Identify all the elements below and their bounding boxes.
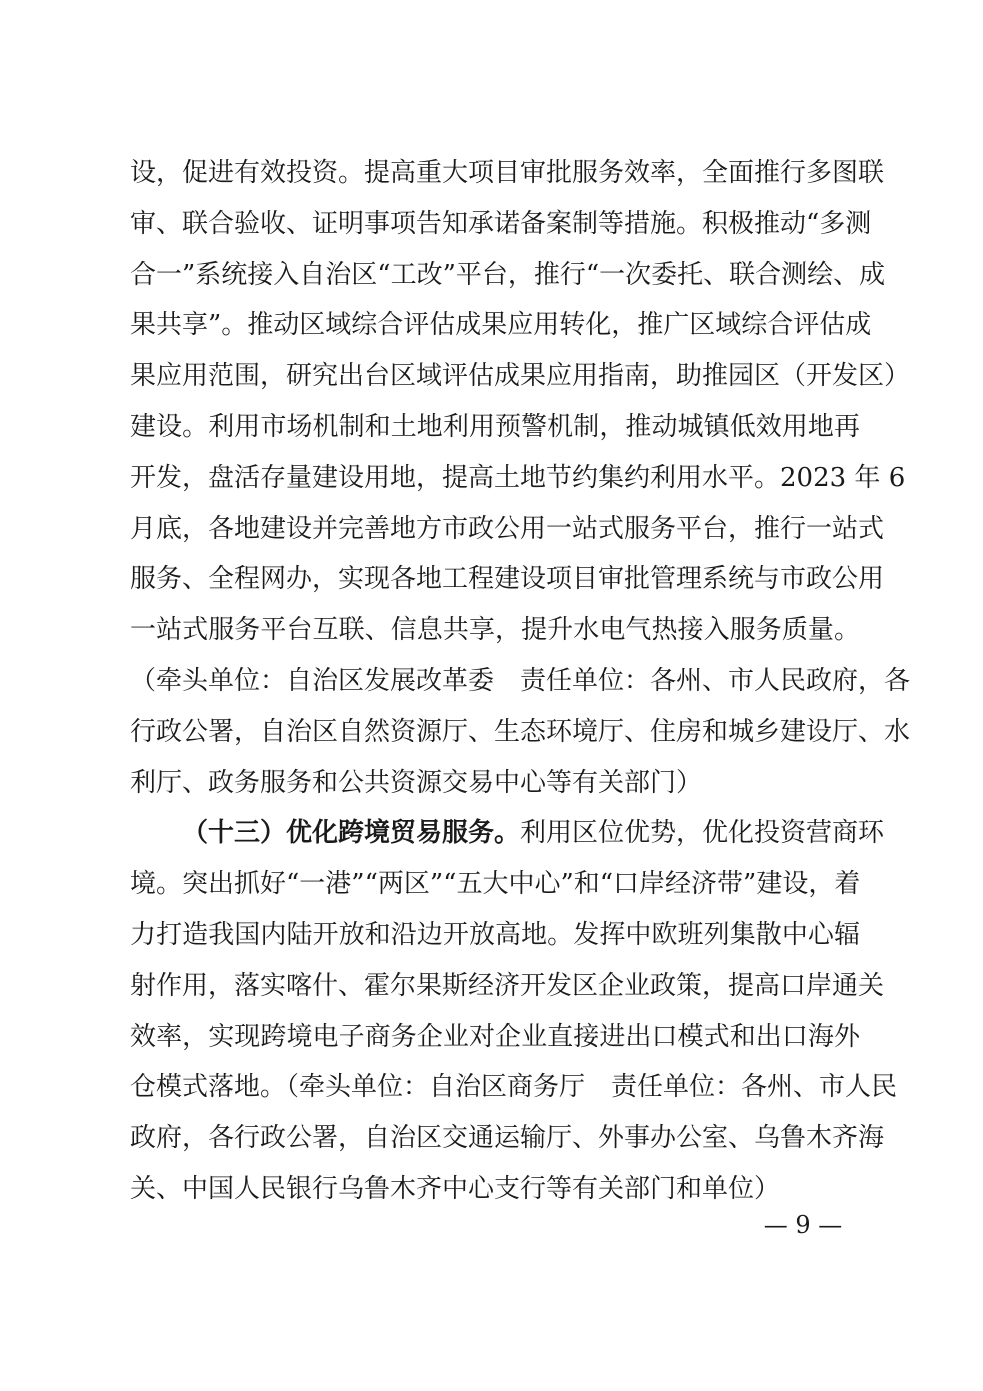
text-line: 果共享”。推动区域综合评估成果应用转化，推广区域综合评估成	[130, 310, 872, 341]
text-line: 射作用，落实喀什、霍尔果斯经济开发区企业政策，提高口岸通关	[130, 970, 885, 1001]
text-line: 一站式服务平台互联、信息共享，提升水电气热接入服务质量。	[130, 615, 860, 646]
section-13-first-line-text: 利用区位优势，优化投资营商环	[520, 818, 885, 849]
text-line: 开发，盘活存量建设用地，提高土地节约集约利用水平。2023 年 6	[130, 462, 906, 493]
text-line: 力打造我国内陆开放和沿边开放高地。发挥中欧班列集散中心辐	[130, 919, 860, 950]
text-line: 利厅、政务服务和公共资源交易中心等有关部门）	[130, 767, 703, 798]
text-line: 效率，实现跨境电子商务企业对企业直接进出口模式和出口海外	[130, 1021, 860, 1052]
text-line: 境。突出抓好“一港”“两区”“五大中心”和“口岸经济带”建设，着	[130, 869, 861, 900]
section-13-first-line	[130, 808, 885, 859]
text-line: 审、联合验收、证明事项告知承诺备案制等措施。积极推动“多测	[130, 208, 872, 239]
page-number: — 9 —	[763, 1211, 843, 1239]
text-line: 关、中国人民银行乌鲁木齐中心支行等有关部门和单位）	[130, 1173, 781, 1204]
text-line: 政府，各行政公署，自治区交通运输厅、外事办公室、乌鲁木齐海	[130, 1123, 885, 1154]
text-line: 合一”系统接入自治区“工改”平台，推行“一次委托、联合测绘、成	[130, 259, 886, 290]
text-line: 行政公署，自治区自然资源厅、生态环境厅、住房和城乡建设厅、水	[130, 716, 911, 747]
text-line: 服务、全程网办，实现各地工程建设项目审批管理系统与市政公用	[130, 564, 885, 595]
text-line: 果应用范围，研究出台区域评估成果应用指南，助推园区（开发区）	[130, 361, 911, 392]
text-line: 建设。利用市场机制和土地利用预警机制，推动城镇低效用地再	[130, 411, 860, 442]
document-body	[130, 148, 911, 1215]
text-line: 仓模式落地。（牵头单位：自治区商务厅 责任单位：各州、市人民	[130, 1072, 898, 1103]
text-line: 月底，各地建设并完善地方市政公用一站式服务平台，推行一站式	[130, 513, 885, 544]
section-13-heading: （十三）优化跨境贸易服务。	[182, 818, 521, 849]
text-line: 设，促进有效投资。提高重大项目审批服务效率，全面推行多图联	[130, 158, 885, 188]
text-line: （牵头单位：自治区发展改革委 责任单位：各州、市人民政府，各	[130, 665, 911, 696]
